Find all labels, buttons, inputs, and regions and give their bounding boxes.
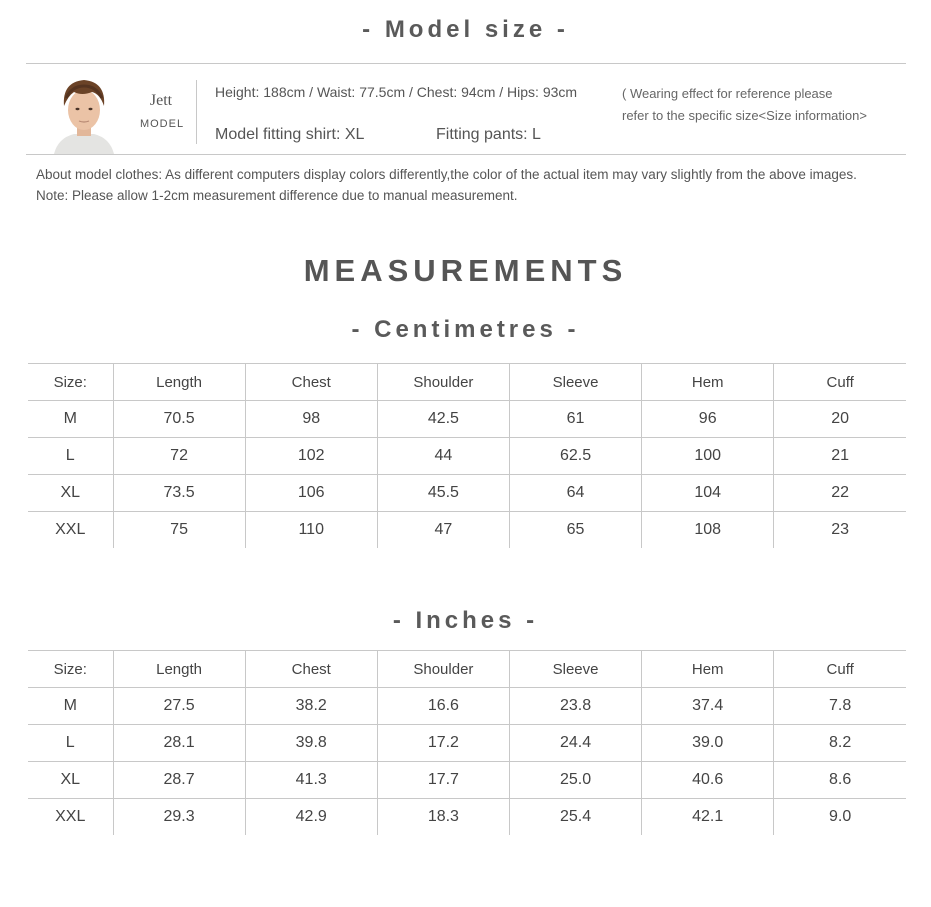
- table-cell: 8.6: [774, 762, 906, 799]
- table-cell: 22: [774, 475, 906, 512]
- header-cell: Sleeve: [509, 651, 641, 688]
- divider-top: [26, 63, 906, 64]
- table-cell: 28.1: [113, 725, 245, 762]
- table-row: [28, 401, 906, 438]
- table-cell: 70.5: [113, 401, 245, 438]
- table-cell: M: [28, 401, 113, 438]
- header-cell: Size:: [28, 651, 113, 688]
- inches-table: [28, 650, 906, 835]
- table-header-row: [28, 651, 906, 688]
- table-cell: 29.3: [113, 799, 245, 836]
- model-role: MODEL: [139, 118, 185, 130]
- divider-bottom: [26, 154, 906, 155]
- fitting-shirt: Model fitting shirt: XL: [215, 126, 365, 143]
- table-cell: 39.0: [642, 725, 774, 762]
- table-cell: 38.2: [245, 688, 377, 725]
- fitting-pants: Fitting pants: L: [436, 126, 541, 143]
- table-row: [28, 762, 906, 799]
- model-size-title: - Model size -: [362, 16, 569, 43]
- centimetres-title: - Centimetres -: [351, 316, 580, 343]
- table-cell: 9.0: [774, 799, 906, 836]
- table-cell: 75: [113, 512, 245, 549]
- table-cell: XL: [28, 475, 113, 512]
- header-cell: Length: [113, 364, 245, 401]
- measurements-title: MEASUREMENTS: [303, 253, 628, 288]
- header-cell: Shoulder: [377, 651, 509, 688]
- table-cell: 8.2: [774, 725, 906, 762]
- header-cell: Cuff: [774, 364, 906, 401]
- table-cell: 42.9: [245, 799, 377, 836]
- table-cell: 17.7: [377, 762, 509, 799]
- model-photo: [48, 72, 120, 154]
- header-cell: Sleeve: [509, 364, 641, 401]
- table-cell: 21: [774, 438, 906, 475]
- table-cell: 39.8: [245, 725, 377, 762]
- header-cell: Chest: [245, 364, 377, 401]
- table-cell: 41.3: [245, 762, 377, 799]
- table-row: [28, 799, 906, 836]
- table-cell: 40.6: [642, 762, 774, 799]
- table-cell: 24.4: [509, 725, 641, 762]
- table-cell: 42.1: [642, 799, 774, 836]
- table-cell: 98: [245, 401, 377, 438]
- table-cell: 25.4: [509, 799, 641, 836]
- reference-note-line2: refer to the specific size<Size information>: [622, 108, 867, 123]
- table-cell: 37.4: [642, 688, 774, 725]
- table-cell: 44: [377, 438, 509, 475]
- table-row: [28, 688, 906, 725]
- table-cell: 42.5: [377, 401, 509, 438]
- header-cell: Shoulder: [377, 364, 509, 401]
- table-cell: XXL: [28, 799, 113, 836]
- table-cell: XL: [28, 762, 113, 799]
- table-cell: 18.3: [377, 799, 509, 836]
- table-cell: 65: [509, 512, 641, 549]
- table-cell: 72: [113, 438, 245, 475]
- table-cell: 28.7: [113, 762, 245, 799]
- about-model-clothes: About model clothes: As different computers display colors differently,the color of the actual item may vary slightly from the above images.: [36, 167, 857, 182]
- table-cell: L: [28, 725, 113, 762]
- inches-title: - Inches -: [392, 607, 539, 634]
- table-cell: 47: [377, 512, 509, 549]
- table-cell: 25.0: [509, 762, 641, 799]
- table-cell: 73.5: [113, 475, 245, 512]
- reference-note-line1: ( Wearing effect for reference please: [622, 86, 833, 101]
- table-cell: M: [28, 688, 113, 725]
- table-cell: 45.5: [377, 475, 509, 512]
- model-name: Jett: [149, 92, 173, 109]
- table-cell: 62.5: [509, 438, 641, 475]
- table-cell: XXL: [28, 512, 113, 549]
- table-cell: 23.8: [509, 688, 641, 725]
- table-cell: 110: [245, 512, 377, 549]
- table-cell: 20: [774, 401, 906, 438]
- table-row: [28, 512, 906, 549]
- table-cell: 100: [642, 438, 774, 475]
- table-cell: 17.2: [377, 725, 509, 762]
- table-header-row: [28, 364, 906, 401]
- header-cell: Cuff: [774, 651, 906, 688]
- table-cell: 108: [642, 512, 774, 549]
- header-cell: Length: [113, 651, 245, 688]
- table-row: [28, 438, 906, 475]
- table-cell: 61: [509, 401, 641, 438]
- model-divider: [196, 80, 197, 144]
- model-stats: Height: 188cm / Waist: 77.5cm / Chest: 94cm / Hips: 93cm: [215, 84, 578, 100]
- table-cell: L: [28, 438, 113, 475]
- table-cell: 23: [774, 512, 906, 549]
- table-cell: 96: [642, 401, 774, 438]
- header-cell: Size:: [28, 364, 113, 401]
- table-row: [28, 475, 906, 512]
- table-cell: 106: [245, 475, 377, 512]
- table-cell: 102: [245, 438, 377, 475]
- header-cell: Hem: [642, 651, 774, 688]
- table-cell: 104: [642, 475, 774, 512]
- centimetres-table: [28, 363, 906, 548]
- table-cell: 7.8: [774, 688, 906, 725]
- table-cell: 16.6: [377, 688, 509, 725]
- table-cell: 27.5: [113, 688, 245, 725]
- header-cell: Hem: [642, 364, 774, 401]
- table-cell: 64: [509, 475, 641, 512]
- table-row: [28, 725, 906, 762]
- measurement-note: Note: Please allow 1-2cm measurement difference due to manual measurement.: [36, 188, 518, 203]
- header-cell: Chest: [245, 651, 377, 688]
